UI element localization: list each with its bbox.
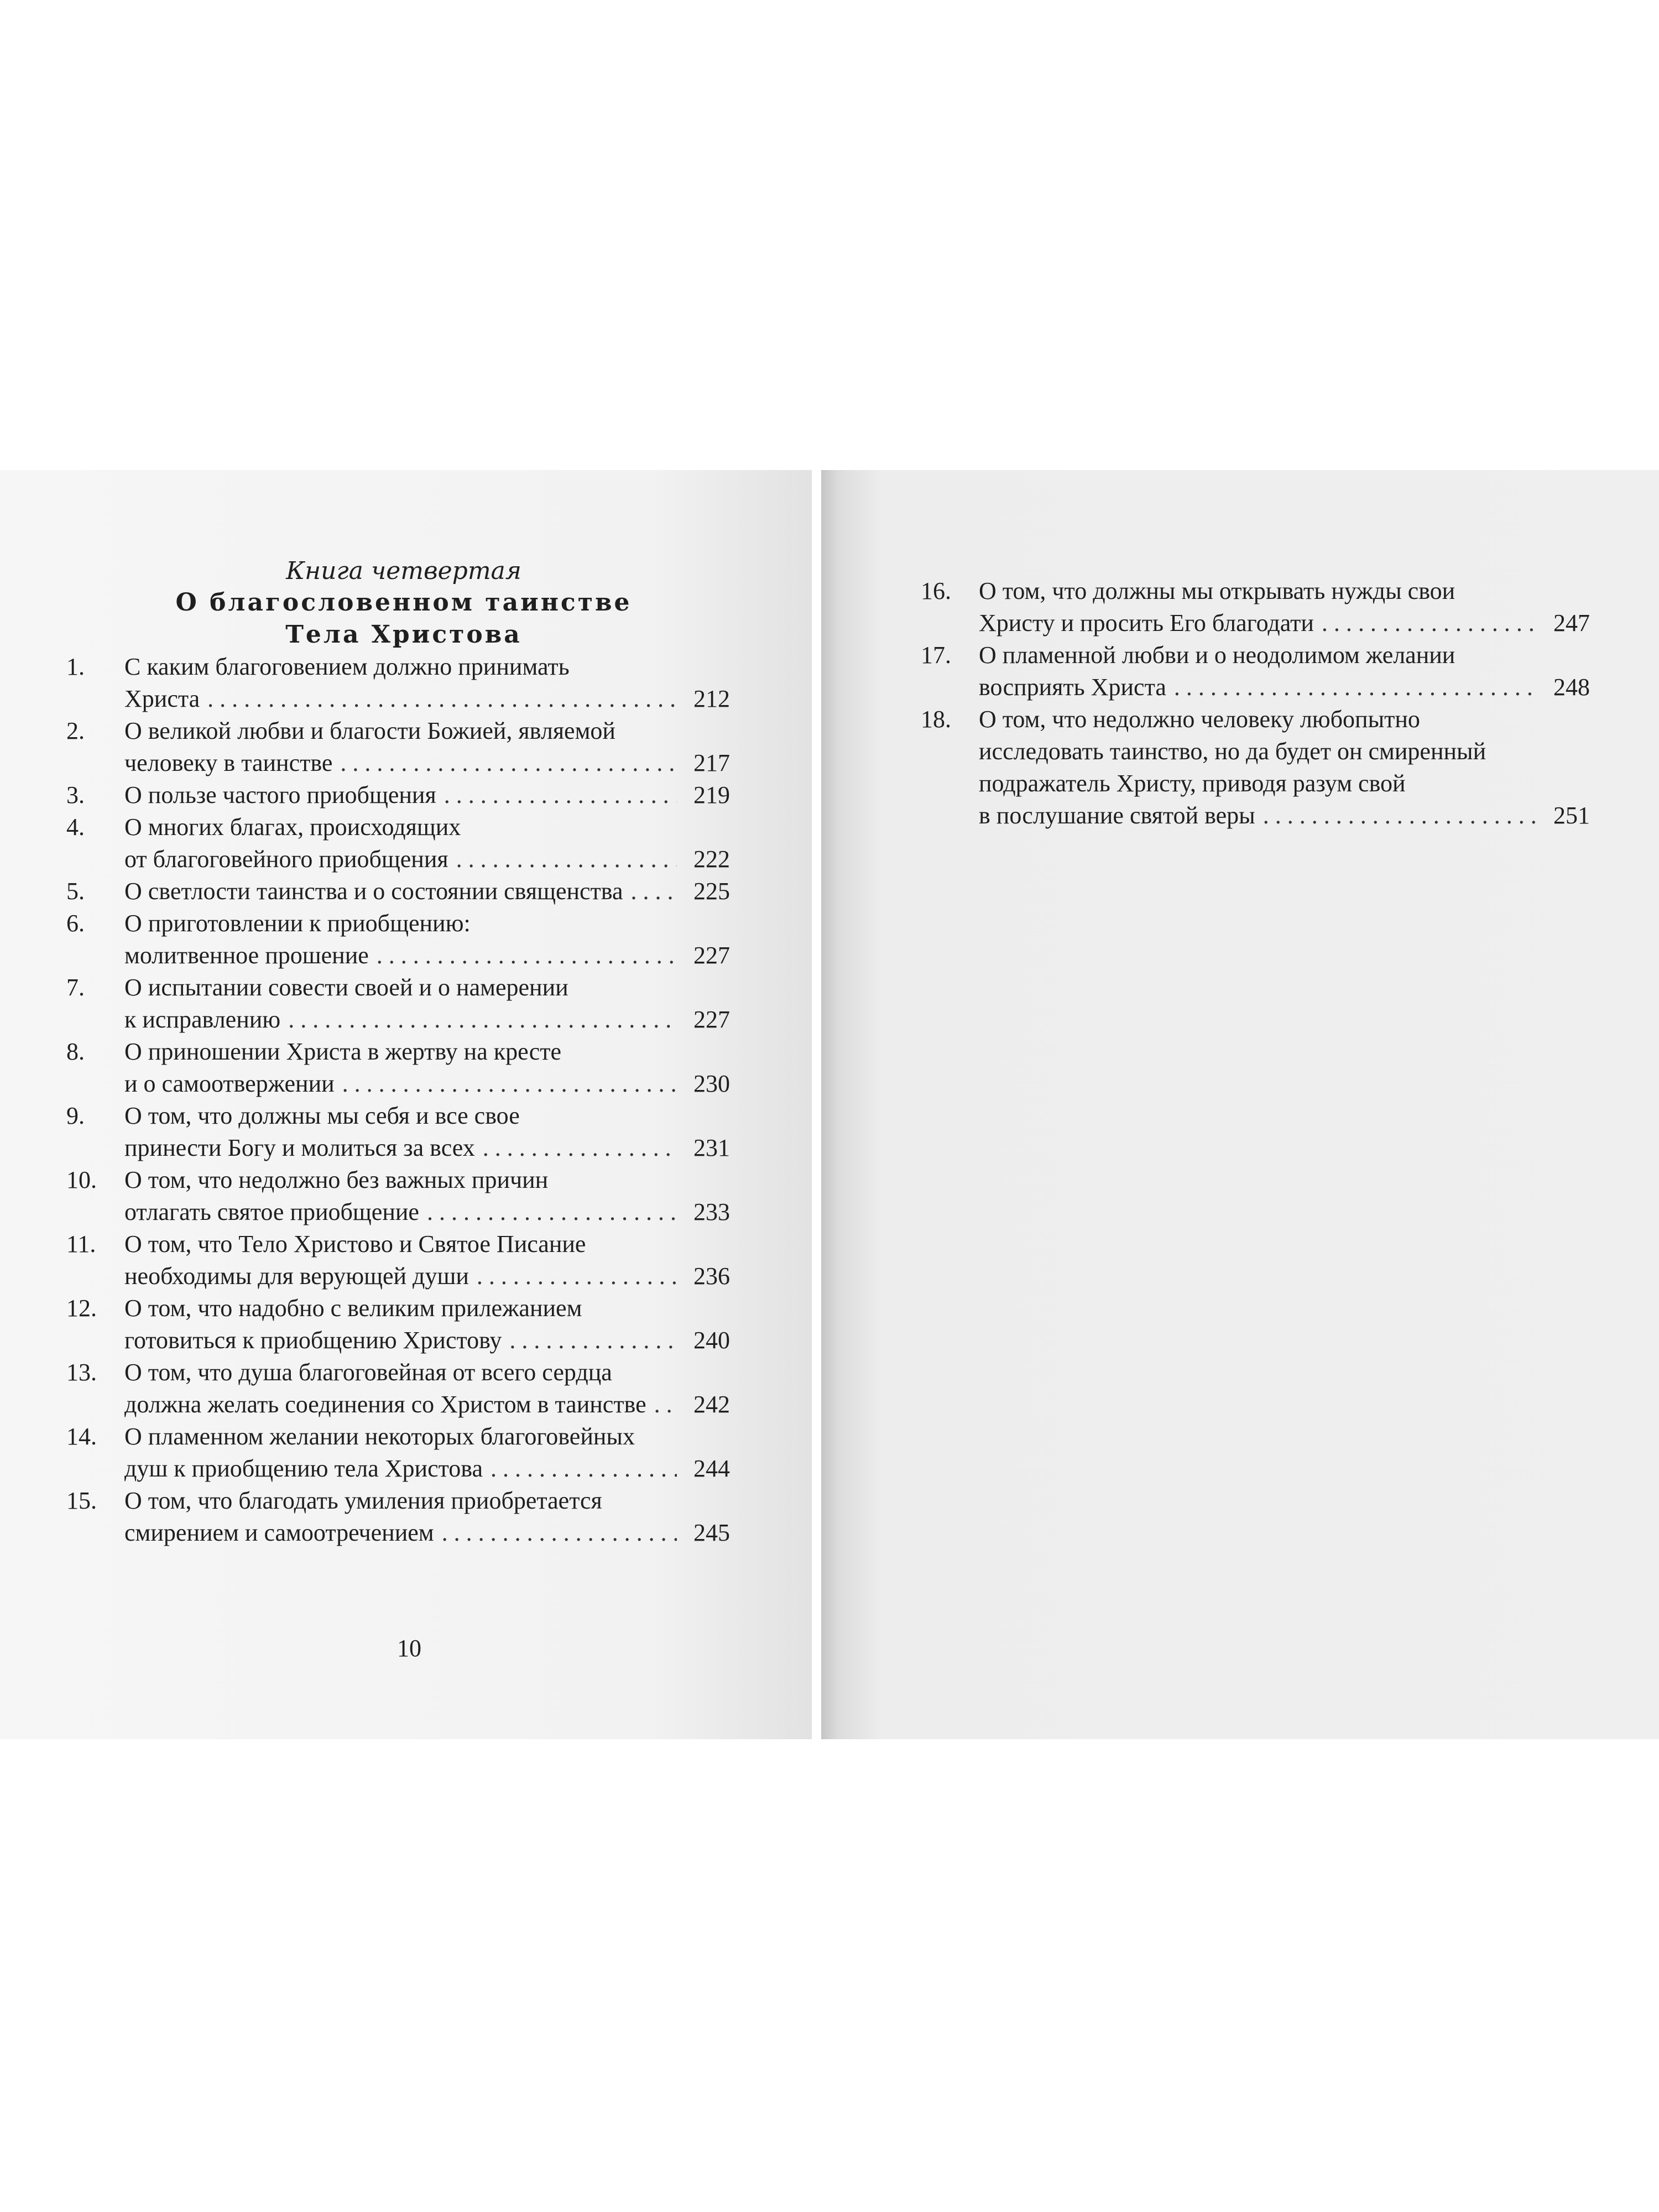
toc-entry-title-line: С каким благоговением должно принимать [124, 653, 570, 680]
book-label: Книга четвертая [286, 557, 521, 585]
toc-entry-title-line: Христу и просить Его благодати [979, 609, 1314, 637]
toc-entry-number: 10. [66, 1166, 97, 1193]
toc-entry-title-line: необходимы для верующей души [124, 1262, 469, 1290]
toc-entry-number: 4. [66, 813, 85, 841]
toc-entry-page: 247 [1553, 609, 1590, 637]
toc-entry-title-line: восприять Христа [979, 674, 1166, 701]
dot-leader [288, 1004, 677, 1036]
toc-entry [66, 1164, 730, 1228]
dot-leader [444, 779, 677, 811]
toc-entry-title-line: О великой любви и благости Божией, являемой [124, 717, 615, 744]
toc-entry-page: 217 [693, 749, 730, 776]
dot-leader [654, 1389, 677, 1421]
toc-entry-last-line [124, 683, 730, 715]
toc-entry-title-line: человеку в таинстве [124, 749, 333, 776]
dot-leader [456, 843, 677, 875]
toc-entry-page: 244 [693, 1455, 730, 1482]
toc-entry-last-line [124, 1260, 730, 1292]
toc-entry-number: 15. [66, 1487, 97, 1514]
toc-entry-page: 231 [693, 1134, 730, 1161]
toc-entry-title-line: должна желать соединения со Христом в таинстве [124, 1391, 646, 1418]
toc-entry-last-line [124, 1004, 730, 1036]
toc-entry-title-line: О приношении Христа в жертву на кресте [124, 1038, 562, 1065]
toc-entry-last-line [124, 1324, 730, 1357]
section-title-line-1: О благословенном таинстве [175, 588, 632, 617]
toc-entry-title-line: О том, что надобно с великим прилежанием [124, 1295, 582, 1322]
dot-leader [342, 1068, 677, 1100]
toc-entry-title-line: О светлости таинства и о состоянии священства [124, 878, 623, 905]
toc-entry-page: 248 [1553, 674, 1590, 701]
toc-entry [66, 1292, 730, 1357]
toc-entry-last-line [124, 1196, 730, 1228]
toc-entry [66, 1421, 730, 1485]
toc-entry-title-line: от благоговейного приобщения [124, 846, 448, 873]
left-page [0, 470, 812, 1739]
toc-entry-title-line: О пламенном желании некоторых благоговейных [124, 1423, 635, 1450]
toc-entry-title-line: исследовать таинство, но да будет он смиренный [979, 738, 1486, 765]
dot-leader [1174, 671, 1537, 703]
toc-entry-title-line: подражатель Христу, приводя разум свой [979, 770, 1406, 797]
toc-entry [921, 639, 1590, 703]
right-page [821, 470, 1659, 1739]
toc-entry-title-line: О том, что душа благоговейная от всего сердца [124, 1359, 612, 1386]
dot-leader [427, 1196, 677, 1228]
toc-entry-title-line: принести Богу и молиться за всех [124, 1134, 475, 1161]
toc-entry-number: 13. [66, 1359, 97, 1386]
toc-entry-title-line: О испытании совести своей и о намерении [124, 974, 568, 1001]
toc-entry [66, 1036, 730, 1100]
toc-entry-title-line: к исправлению [124, 1006, 281, 1033]
toc-entry-page: 236 [693, 1262, 730, 1290]
toc-entry [66, 907, 730, 972]
toc-entry [66, 875, 730, 907]
toc-entry-page: 219 [693, 781, 730, 808]
toc-entry-last-line [124, 1389, 730, 1421]
toc-entry-page: 227 [693, 942, 730, 969]
toc-entry-number: 18. [921, 706, 951, 733]
toc-entry-title-line: О том, что Тело Христово и Святое Писание [124, 1230, 586, 1258]
toc-entry [66, 779, 730, 811]
toc-entry-number: 7. [66, 974, 85, 1001]
toc-entry [66, 972, 730, 1036]
dot-leader [1322, 607, 1537, 639]
toc-entry [66, 1228, 730, 1292]
toc-entry-title-line: О том, что недолжно без важных причин [124, 1166, 549, 1193]
toc-entry-number: 14. [66, 1423, 97, 1450]
toc-entry-page: 242 [693, 1391, 730, 1418]
toc-entry-last-line [124, 1068, 730, 1100]
toc-entry-number: 3. [66, 781, 85, 808]
toc-entry-last-line [124, 875, 730, 907]
toc-entry-title-line: отлагать святое приобщение [124, 1198, 419, 1225]
dot-leader [483, 1132, 677, 1164]
toc-entry-last-line [124, 1132, 730, 1164]
toc-entry [66, 811, 730, 875]
page-number: 10 [397, 1635, 421, 1662]
toc-entry-number: 8. [66, 1038, 85, 1065]
toc-entry [66, 1357, 730, 1421]
toc-entry-title-line: Христа [124, 685, 200, 712]
toc-entry [921, 703, 1590, 832]
toc-entry-number: 16. [921, 577, 951, 604]
toc-entry-title-line: молитвенное прошение [124, 942, 369, 969]
toc-entry-title-line: в послушание святой веры [979, 802, 1255, 829]
toc-entry [921, 575, 1590, 639]
toc-entry-page: 233 [693, 1198, 730, 1225]
dot-leader [491, 1453, 677, 1485]
toc-entry-page: 227 [693, 1006, 730, 1033]
toc-entry-title-line: О том, что должны мы себя и все свое [124, 1102, 520, 1129]
toc-entry-title-line: смирением и самоотречением [124, 1519, 434, 1546]
left-toc-block [66, 556, 730, 1549]
toc-entry-last-line [979, 607, 1590, 639]
toc-entry-number: 6. [66, 910, 85, 937]
dot-leader [340, 747, 677, 779]
toc-entry-last-line [124, 843, 730, 875]
toc-entry-last-line [979, 671, 1590, 703]
toc-entry-last-line [124, 747, 730, 779]
toc-entry-page: 251 [1553, 802, 1590, 829]
right-toc-block [921, 575, 1590, 832]
toc-entry-last-line [124, 1453, 730, 1485]
right-toc-entries [921, 575, 1590, 832]
dot-leader [509, 1324, 677, 1357]
toc-entry-page: 230 [693, 1070, 730, 1097]
toc-entry-number: 11. [66, 1230, 96, 1258]
toc-entry-title-line: О том, что должны мы открывать нужды свои [979, 577, 1455, 604]
toc-entry-page: 240 [693, 1327, 730, 1354]
toc-entry-number: 12. [66, 1295, 97, 1322]
toc-entry-number: 2. [66, 717, 85, 744]
toc-entry-last-line [124, 779, 730, 811]
toc-entry-last-line [124, 1517, 730, 1549]
toc-entry-page: 222 [693, 846, 730, 873]
toc-entry-number: 17. [921, 641, 951, 669]
toc-entry-title-line: О том, что благодать умиления приобретается [124, 1487, 602, 1514]
dot-leader [207, 683, 677, 715]
toc-entry-title-line: О многих благах, происходящих [124, 813, 461, 841]
toc-entry [66, 651, 730, 715]
toc-entry-title-line: и о самоотвержении [124, 1070, 335, 1097]
toc-entry-title-line: О пламенной любви и о неодолимом желании [979, 641, 1455, 669]
toc-entry-title-line: О том, что недолжно человеку любопытно [979, 706, 1420, 733]
left-toc-entries [66, 651, 730, 1549]
toc-entry-last-line [979, 800, 1590, 832]
toc-entry-page: 212 [693, 685, 730, 712]
dot-leader [377, 940, 677, 972]
section-title-line-2: Тела Христова [285, 620, 522, 649]
toc-entry [66, 1100, 730, 1164]
toc-entry-page: 245 [693, 1519, 730, 1546]
toc-entry-last-line [124, 940, 730, 972]
toc-entry-title-line: О приготовлении к приобщению: [124, 910, 471, 937]
dot-leader [1263, 800, 1537, 832]
toc-entry-number: 1. [66, 653, 85, 680]
toc-entry [66, 1485, 730, 1549]
dot-leader [477, 1260, 677, 1292]
toc-entry-title-line: душ к приобщению тела Христова [124, 1455, 483, 1482]
dot-leader [442, 1517, 677, 1549]
toc-entry-title-line: О пользе частого приобщения [124, 781, 436, 808]
toc-entry-title-line: готовиться к приобщению Христову [124, 1327, 502, 1354]
toc-entry-page: 225 [693, 878, 730, 905]
toc-entry-number: 5. [66, 878, 85, 905]
dot-leader [631, 875, 677, 907]
toc-entry-number: 9. [66, 1102, 85, 1129]
toc-entry [66, 715, 730, 779]
